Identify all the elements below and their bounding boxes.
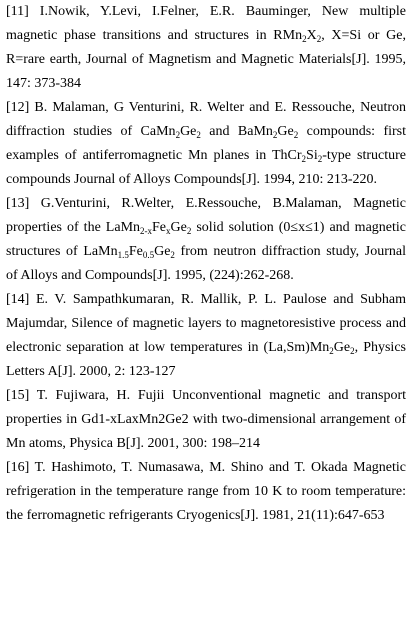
reference-text: I.Nowik, Y.Levi, I.Felner, E.R. Bauminger, New multiple magnetic phase transitions and structures in RMn	[6, 4, 406, 43]
reference-text: T. Fujiwara, H. Fujii Unconventional magnetic and transport properties in Gd1-xLaxMn2Ge2 with two-dimensional arrangement of Mn atoms, Physica B[J]. 2001, 300: 198–214	[6, 388, 406, 451]
subscript-text: 1.5	[117, 250, 129, 260]
reference-text: T. Hashimoto, T. Numasawa, M. Shino and T. Okada Magnetic refrigeration in the temperature range from 10 K to room temperature: the ferromagnetic refrigerants Cryogenics[J]. 1981, 21(11):647-653	[6, 460, 406, 523]
reference-text: Fe	[152, 220, 167, 235]
reference-entry	[6, 0, 406, 96]
reference-entry	[6, 384, 406, 456]
reference-entry	[6, 288, 406, 384]
reference-text: and BaMn	[200, 124, 273, 139]
reference-text: Ge	[170, 220, 187, 235]
reference-number: [14]	[6, 292, 30, 307]
subscript-text: 2	[301, 154, 307, 164]
reference-text: , Physics Letters A[J]. 2000, 2: 123-127	[6, 340, 406, 379]
subscript-text: 2	[186, 226, 192, 236]
subscript-text: 2-x	[140, 226, 153, 236]
subscript-text: 2	[350, 346, 355, 356]
reference-number: [15]	[6, 388, 30, 403]
reference-text: B. Malaman, G Venturini, R. Welter and E. Ressouche, Neutron diffraction studies of CaMn	[6, 100, 406, 139]
reference-text: , X=Si or Ge, R=rare earth, Journal of Magnetism and Magnetic Materials[J]. 1995, 147: 373-384	[6, 28, 406, 91]
reference-number: [16]	[6, 460, 30, 475]
subscript-text: 2	[316, 34, 322, 44]
reference-number: [12]	[6, 100, 30, 115]
subscript-text: 2	[170, 250, 175, 260]
reference-text: Fe	[128, 244, 143, 259]
reference-text: -type structure compounds Journal of Alloys Compounds[J]. 1994, 210: 213-220.	[6, 148, 406, 187]
subscript-text: 2	[293, 130, 299, 140]
reference-text: solid solution (0≤x≤1) and magnetic structures of LaMn	[6, 220, 406, 259]
reference-list	[6, 0, 406, 617]
subscript-text: x	[166, 226, 171, 236]
reference-text: G.Venturini, R.Welter, E.Ressouche, B.Malaman, Magnetic properties of the LaMn	[6, 196, 406, 235]
reference-text: Ge	[154, 244, 171, 259]
subscript-text: 2	[302, 34, 307, 44]
reference-text: from neutron diffraction study, Journal of Alloys and Compounds[J]. 1995, (224):262-268.	[6, 244, 407, 283]
subscript-text: 2	[272, 130, 278, 140]
subscript-text: 2	[317, 154, 323, 164]
reference-text: Ge	[180, 124, 197, 139]
reference-entry	[6, 96, 406, 192]
reference-number: [11]	[6, 4, 29, 19]
reference-entry	[6, 456, 406, 528]
reference-entry	[6, 192, 406, 288]
subscript-text: 2	[196, 130, 201, 140]
reference-text: Ge	[277, 124, 294, 139]
subscript-text: 0.5	[142, 250, 155, 260]
subscript-text: 2	[329, 346, 334, 356]
reference-text: X	[306, 28, 317, 43]
reference-text: compounds: first examples of antiferromagnetic Mn planes in ThCr	[6, 124, 406, 163]
reference-text: E. V. Sampathkumaran, R. Mallik, P. L. Paulose and Subham Majumdar, Silence of magnetic layers to magnetoresistive process and electronic separation at low temperatures in (La,Sm)Mn	[6, 292, 406, 355]
reference-text: Si	[306, 148, 318, 163]
reference-text: Ge	[333, 340, 351, 355]
subscript-text: 2	[175, 130, 181, 140]
reference-number: [13]	[6, 196, 30, 211]
